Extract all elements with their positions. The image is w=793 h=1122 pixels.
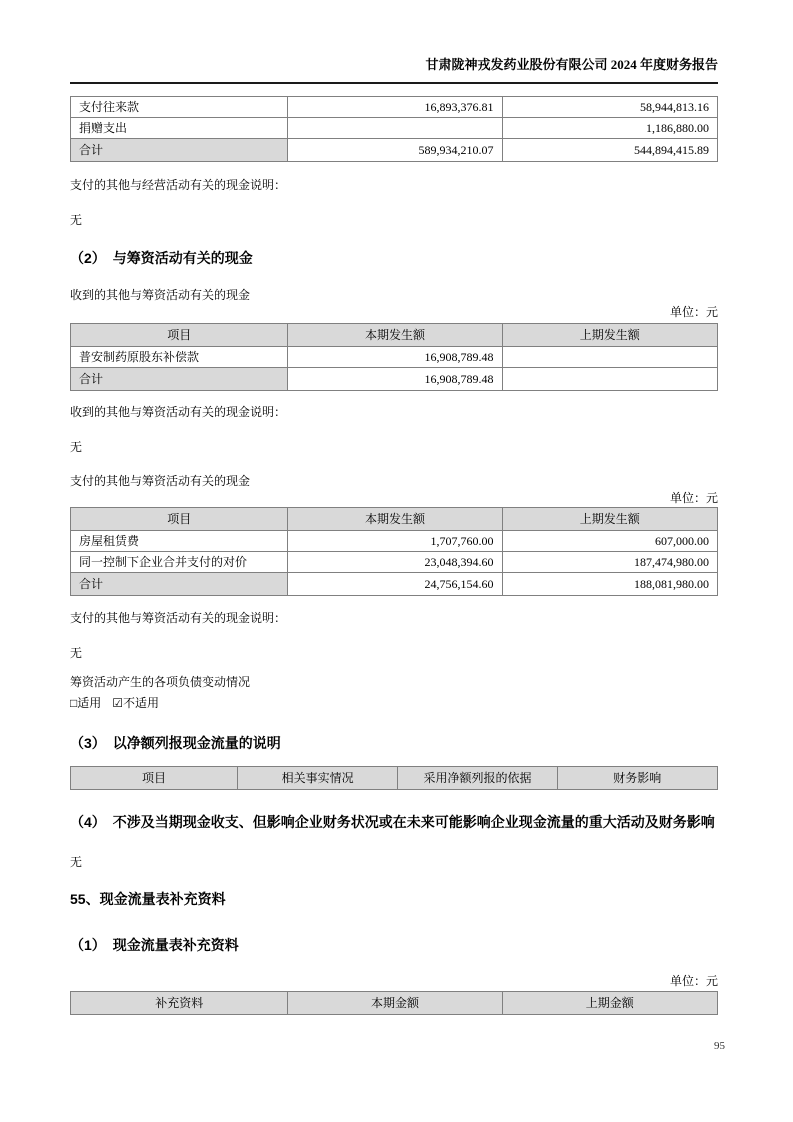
total-label-cell: 合计	[71, 139, 288, 162]
heading-net-basis: （3） 以净额列报现金流量的说明	[70, 735, 281, 751]
prior-amount-cell	[502, 347, 717, 368]
page-content	[70, 0, 718, 1015]
total-current-cell: 589,934,210.07	[288, 139, 502, 162]
table-header-row	[71, 992, 718, 1015]
current-amount-cell	[288, 118, 502, 139]
report-header	[70, 0, 718, 84]
header-item: 项目	[71, 324, 288, 347]
received-financing-note: 收到的其他与筹资活动有关的现金说明：	[70, 405, 287, 419]
prior-amount-cell: 58,944,813.16	[502, 97, 717, 118]
item-cell: 支付往来款	[71, 97, 288, 118]
total-row	[71, 368, 718, 391]
liability-changes-label: 筹资活动产生的各项负债变动情况	[70, 675, 251, 689]
table-row	[71, 531, 718, 552]
total-row	[71, 139, 718, 162]
received-financing-table	[70, 323, 718, 391]
net-basis-table	[70, 766, 718, 790]
received-financing-label: 收到的其他与筹资活动有关的现金	[70, 288, 251, 302]
header-item: 项目	[71, 767, 238, 790]
none-text: 无	[70, 213, 83, 227]
total-label-cell: 合计	[71, 573, 288, 596]
header-facts: 相关事实情况	[237, 767, 397, 790]
total-prior-cell: 188,081,980.00	[502, 573, 717, 596]
table-row	[71, 97, 718, 118]
header-prior: 上期发生额	[502, 324, 717, 347]
total-prior-cell	[502, 368, 717, 391]
page-number: 95	[714, 1040, 725, 1052]
heading-non-cash-activities: （4） 不涉及当期现金收支、但影响企业财务状况或在未来可能影响企业现金流量的重大活动及财务影响	[70, 814, 715, 830]
table-header-row	[71, 508, 718, 531]
none-text: 无	[70, 440, 83, 454]
header-impact: 财务影响	[557, 767, 717, 790]
item-cell: 普安制药原股东补偿款	[71, 347, 288, 368]
operating-cash-continuation-table	[70, 96, 718, 162]
total-current-cell: 16,908,789.48	[288, 368, 502, 391]
current-amount-cell: 16,893,376.81	[288, 97, 502, 118]
item-cell: 捐赠支出	[71, 118, 288, 139]
paid-financing-label: 支付的其他与筹资活动有关的现金	[70, 474, 251, 488]
applicability-line	[70, 695, 718, 711]
item-cell: 同一控制下企业合并支付的对价	[71, 552, 288, 573]
table-row	[71, 118, 718, 139]
prior-amount-cell: 607,000.00	[502, 531, 717, 552]
total-row	[71, 573, 718, 596]
header-basis: 采用净额列报的依据	[398, 767, 557, 790]
header-current: 本期发生额	[288, 508, 502, 531]
paid-financing-note: 支付的其他与筹资活动有关的现金说明：	[70, 611, 287, 625]
unit-label: 单位：元	[669, 491, 718, 505]
none-text: 无	[70, 646, 83, 660]
heading-financing-cash: （2） 与筹资活动有关的现金	[70, 250, 253, 266]
paid-financing-table	[70, 507, 718, 596]
table-row	[71, 552, 718, 573]
total-label-cell: 合计	[71, 368, 288, 391]
table-header-row	[71, 767, 718, 790]
current-amount-cell: 16,908,789.48	[288, 347, 502, 368]
unit-label: 单位：元	[669, 974, 718, 988]
total-current-cell: 24,756,154.60	[288, 573, 502, 596]
heading-supplement-55: 55、现金流量表补充资料	[70, 891, 226, 907]
current-amount-cell: 1,707,760.00	[288, 531, 502, 552]
supplement-table	[70, 991, 718, 1015]
heading-supplement-55-1: （1） 现金流量表补充资料	[70, 937, 239, 953]
operating-cash-note: 支付的其他与经营活动有关的现金说明：	[70, 178, 287, 192]
prior-amount-cell: 1,186,880.00	[502, 118, 717, 139]
header-prior: 上期金额	[502, 992, 717, 1015]
checkbox-applicable: □适用	[70, 696, 102, 710]
none-text: 无	[70, 855, 83, 869]
prior-amount-cell: 187,474,980.00	[502, 552, 717, 573]
current-amount-cell: 23,048,394.60	[288, 552, 502, 573]
header-current: 本期金额	[288, 992, 502, 1015]
total-prior-cell: 544,894,415.89	[502, 139, 717, 162]
header-prior: 上期发生额	[502, 508, 717, 531]
header-supplement: 补充资料	[71, 992, 288, 1015]
table-row	[71, 347, 718, 368]
checkbox-not-applicable: ☑不适用	[112, 696, 160, 710]
header-current: 本期发生额	[288, 324, 502, 347]
table-header-row	[71, 324, 718, 347]
report-title: 甘肃陇神戎发药业股份有限公司 2024 年度财务报告	[425, 57, 718, 72]
item-cell: 房屋租赁费	[71, 531, 288, 552]
unit-label: 单位：元	[669, 305, 718, 319]
header-item: 项目	[71, 508, 288, 531]
